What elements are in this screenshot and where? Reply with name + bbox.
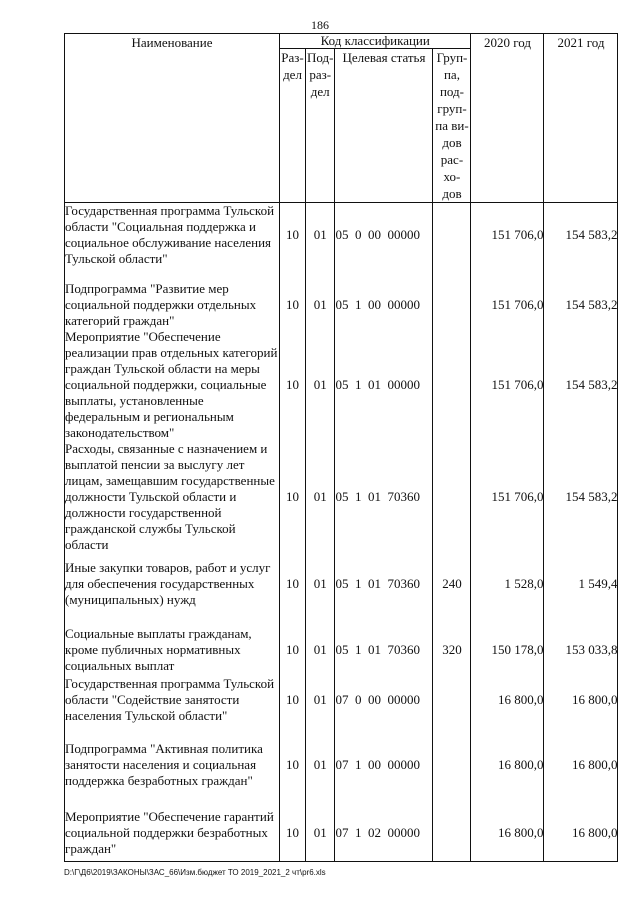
row-subsection: 01	[306, 553, 335, 615]
row-subsection: 01	[306, 329, 335, 441]
row-name: Иные закупки товаров, работ и услуг для обеспечения государственных (муниципальных) нужд	[65, 553, 280, 615]
row-2021: 154 583,2	[544, 281, 618, 329]
row-subsection: 01	[306, 281, 335, 329]
row-target: 05 1 01 70360	[335, 553, 433, 615]
table-row	[65, 675, 618, 725]
row-2020: 150 178,0	[471, 625, 544, 675]
row-2021: 154 583,2	[544, 203, 618, 268]
file-path-footer: D:\Г\Д6\2019\ЗАКОНЫ\ЗАС_66\Изм.бюджет ТО 2019_2021_2 чт\pr6.xls	[64, 868, 326, 877]
row-2021: 154 583,2	[544, 329, 618, 441]
row-2020: 16 800,0	[471, 805, 544, 861]
row-section: 10	[280, 441, 306, 553]
row-target: 05 1 01 00000	[335, 329, 433, 441]
row-subsection: 01	[306, 203, 335, 268]
row-2020: 16 800,0	[471, 739, 544, 791]
row-group	[433, 281, 471, 329]
row-2020: 16 800,0	[471, 675, 544, 725]
row-2020: 151 706,0	[471, 281, 544, 329]
row-section: 10	[280, 675, 306, 725]
row-target: 05 1 00 00000	[335, 281, 433, 329]
row-target: 07 1 02 00000	[335, 805, 433, 861]
header-subsection: Под- раз- дел	[306, 49, 335, 203]
header-name: Наименование	[65, 34, 280, 203]
table-row	[65, 441, 618, 553]
table-row	[65, 553, 618, 615]
header-section: Раз- дел	[280, 49, 306, 203]
row-group	[433, 329, 471, 441]
row-section: 10	[280, 625, 306, 675]
row-2020: 1 528,0	[471, 553, 544, 615]
table-row	[65, 281, 618, 329]
row-2021: 16 800,0	[544, 739, 618, 791]
row-section: 10	[280, 203, 306, 268]
row-2021: 154 583,2	[544, 441, 618, 553]
row-section: 10	[280, 553, 306, 615]
row-name: Подпрограмма "Развитие мер социальной поддержки отдельных категорий граждан"	[65, 281, 280, 329]
page-number: 186	[311, 18, 329, 32]
table-row	[65, 329, 618, 441]
header-2021: 2021 год	[544, 34, 618, 203]
row-2020: 151 706,0	[471, 203, 544, 268]
row-name: Подпрограмма "Активная политика занятости населения и социальная поддержка безработных граждан"	[65, 739, 280, 791]
row-group	[433, 739, 471, 791]
row-2020: 151 706,0	[471, 441, 544, 553]
header-code: Код классификации	[280, 34, 471, 49]
table-row	[65, 805, 618, 861]
row-target: 07 1 00 00000	[335, 739, 433, 791]
row-2021: 1 549,4	[544, 553, 618, 615]
row-name: Мероприятие "Обеспечение гарантий социальной поддержки безработных граждан"	[65, 805, 280, 861]
row-subsection: 01	[306, 675, 335, 725]
row-group	[433, 675, 471, 725]
row-target: 07 0 00 00000	[335, 675, 433, 725]
row-group	[433, 441, 471, 553]
budget-table	[64, 33, 618, 862]
row-group: 240	[433, 553, 471, 615]
table-row	[65, 625, 618, 675]
row-group	[433, 203, 471, 268]
row-subsection: 01	[306, 441, 335, 553]
header-2020: 2020 год	[471, 34, 544, 203]
row-2021: 16 800,0	[544, 805, 618, 861]
row-section: 10	[280, 281, 306, 329]
row-2021: 16 800,0	[544, 675, 618, 725]
row-name: Государственная программа Тульской области "Содействие занятости населения Тульской области"	[65, 675, 280, 725]
row-name: Социальные выплаты гражданам, кроме публичных нормативных социальных выплат	[65, 625, 280, 675]
row-name: Государственная программа Тульской области "Социальная поддержка и социальное обслуживание населения Тульской области"	[65, 203, 280, 268]
row-name: Мероприятие "Обеспечение реализации прав отдельных категорий граждан Тульской области на меры социальной поддержки, социальные выплаты, установленные федеральным и региональным законодательством"	[65, 329, 280, 441]
row-subsection: 01	[306, 805, 335, 861]
table-row	[65, 203, 618, 268]
row-target: 05 1 01 70360	[335, 625, 433, 675]
row-subsection: 01	[306, 625, 335, 675]
row-section: 10	[280, 805, 306, 861]
row-section: 10	[280, 739, 306, 791]
table-row	[65, 739, 618, 791]
row-name: Расходы, связанные с назначением и выплатой пенсии за выслугу лет лицам, замещавшим государственные должности Тульской области и должности государственной гражданской службы Тульской области	[65, 441, 280, 553]
row-2021: 153 033,8	[544, 625, 618, 675]
row-target: 05 0 00 00000	[335, 203, 433, 268]
row-group	[433, 805, 471, 861]
row-section: 10	[280, 329, 306, 441]
header-target: Целевая статья	[335, 49, 433, 203]
row-subsection: 01	[306, 739, 335, 791]
header-group: Груп- па, под- груп- па ви- дов рас- хо- дов	[433, 49, 471, 203]
row-2020: 151 706,0	[471, 329, 544, 441]
row-target: 05 1 01 70360	[335, 441, 433, 553]
row-group: 320	[433, 625, 471, 675]
